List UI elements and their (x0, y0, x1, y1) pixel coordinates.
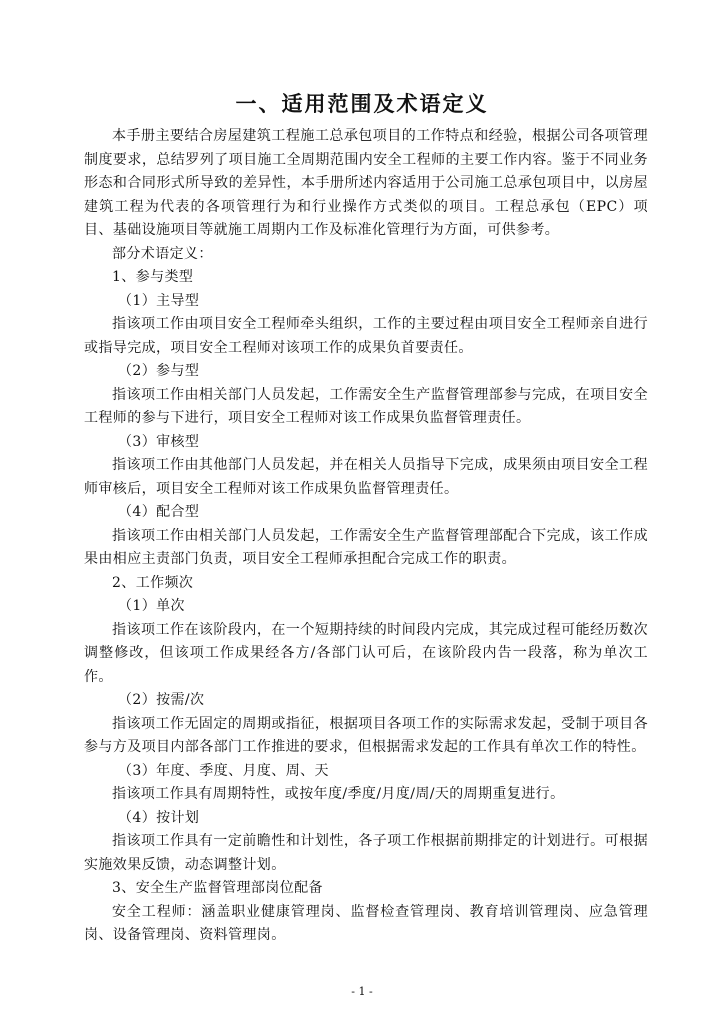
section-heading-staffing: 3、安全生产监督管理部岗位配备 (112, 880, 323, 896)
terms-heading: 部分术语定义： (112, 245, 213, 262)
page-title: 一、适用范围及术语定义 (235, 92, 489, 116)
subheading-reviewing: （3）审核型 (118, 433, 200, 450)
subheading-on-demand: （2）按需/次 (118, 692, 205, 708)
page-number: - 1 - (351, 985, 373, 998)
subheading-participating: （2）参与型 (118, 363, 200, 379)
paragraph-on-demand: 指该项工作无固定的周期或指征，根据项目各项工作的实际需求发起，受制于项目各参与方及项目内部各部门工作推进的要求，但根据需求发起的工作具有单次工作的特性。 (84, 715, 648, 755)
paragraph-participating: 指该项工作由相关部门人员发起，工作需安全生产监督管理部参与完成，在项目安全工程师的参与下进行，项目安全工程师对该工作成果负监督管理责任。 (84, 386, 648, 426)
subheading-leading: （1）主导型 (118, 292, 200, 309)
intro-paragraph: 本手册主要结合房屋建筑工程施工总承包项目的工作特点和经验，根据公司各项管理制度要求，总结罗列了项目施工全周期范围内安全工程师的主要工作内容。鉴于不同业务形态和合同形式所导致的差异性，本手册所述内容适用于公司施工总承包项目中，以房屋建筑工程为代表的各项管理行为和行业操作方式类似的项目。工程总承包（EPC）项目、基础设施项目等就施工周期内工作及标准化管理行为方面，可供参考。 (84, 128, 648, 238)
paragraph-staffing: 安全工程师：涵盖职业健康管理岗、监督检查管理岗、教育培训管理岗、应急管理岗、设备管理岗、资料管理岗。 (84, 903, 648, 943)
paragraph-cooperating: 指该项工作由相关部门人员发起，工作需安全生产监督管理部配合下完成，该工作成果由相应主责部门负责，项目安全工程师承担配合完成工作的职责。 (84, 527, 648, 567)
subheading-periodic: （3）年度、季度、月度、周、天 (118, 762, 329, 779)
subheading-single: （1）单次 (118, 598, 185, 614)
document-body (84, 125, 648, 948)
section-heading-participation-type: 1、参与类型 (112, 269, 194, 285)
subheading-cooperating: （4）配合型 (118, 504, 200, 520)
section-heading-frequency: 2、工作频次 (112, 574, 194, 591)
paragraph-single: 指该项工作在该阶段内，在一个短期持续的时间段内完成，其完成过程可能经历数次调整修改，但该项工作成果经各方/各部门认可后，在该阶段内告一段落，称为单次工作。 (84, 621, 648, 685)
subheading-planned: （4）按计划 (118, 809, 200, 826)
paragraph-planned: 指该项工作具有一定前瞻性和计划性，各子项工作根据前期排定的计划进行。可根据实施效果反馈，动态调整计划。 (84, 833, 648, 873)
paragraph-periodic: 指该项工作具有周期特性，或按年度/季度/月度/周/天的周期重复进行。 (112, 786, 565, 802)
paragraph-reviewing: 指该项工作由其他部门人员发起，并在相关人员指导下完成，成果须由项目安全工程师审核后，项目安全工程师对该工作成果负监督管理责任。 (84, 457, 648, 497)
paragraph-leading: 指该项工作由项目安全工程师牵头组织，工作的主要过程由项目安全工程师亲自进行或指导完成，项目安全工程师对该项工作的成果负首要责任。 (84, 316, 648, 356)
